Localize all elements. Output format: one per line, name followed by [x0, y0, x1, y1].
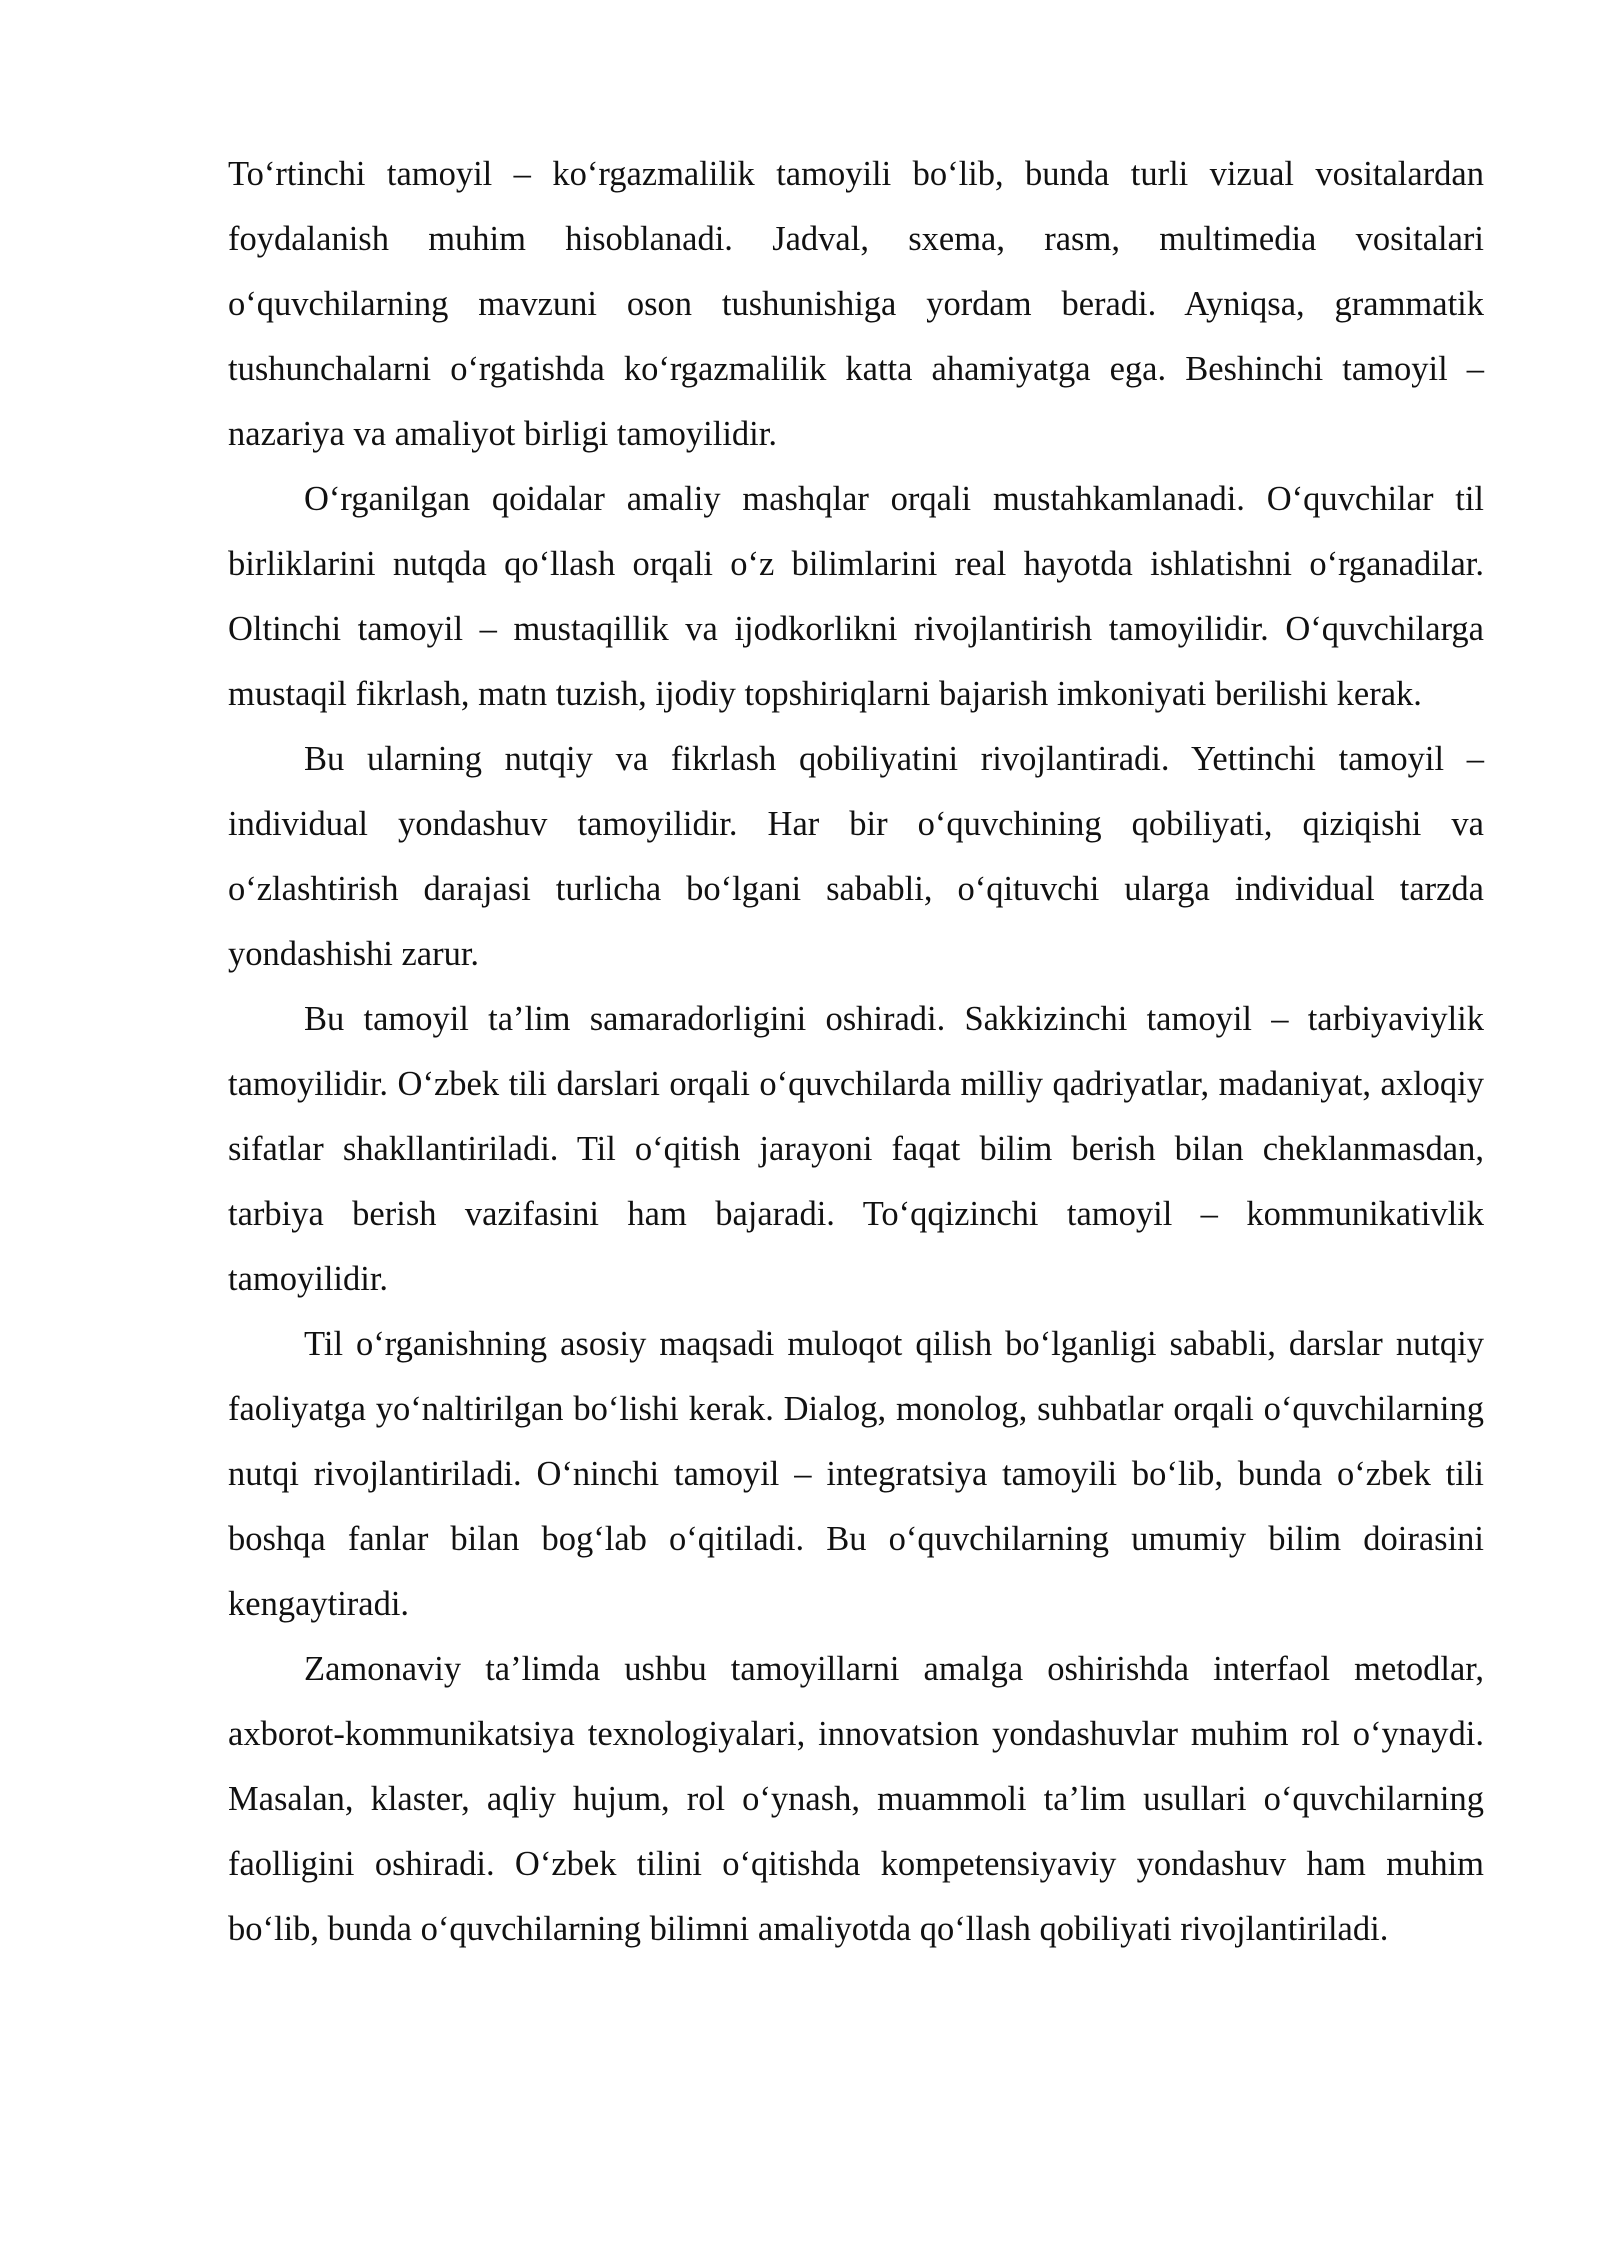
paragraph-5: Til o‘rganishning asosiy maqsadi muloqot qilish bo‘lganligi sababli, darslar nutqiy faoliyatga yo‘naltirilgan bo‘lishi kerak. Dialog, monolog, suhbatlar orqali o‘quvchilarning nutqi rivojlantiriladi. O‘ninchi tamoyil – integratsiya tamoyili bo‘lib, bunda o‘zbek tili boshqa fanlar bilan bog‘lab o‘qitiladi. Bu o‘quvchilarning umumiy bilim doirasini kengaytiradi. [228, 1325, 1484, 1623]
paragraph-6: Zamonaviy ta’limda ushbu tamoyillarni amalga oshirishda interfaol metodlar, axborot-kommunikatsiya texnologiyalari, innovatsion yondashuvlar muhim rol o‘ynaydi. Masalan, klaster, aqliy hujum, rol o‘ynash, muammoli ta’lim usullari o‘quvchilarning faolligini oshiradi. O‘zbek tilini o‘qitishda kompetensiyaviy yondashuv ham muhim bo‘lib, bunda o‘quvchilarning bilimni amaliyotda qo‘llash qobiliyati rivojlantiriladi. [228, 1650, 1484, 1948]
paragraph-2: O‘rganilgan qoidalar amaliy mashqlar orqali mustahkamlanadi. O‘quvchilar til birliklarini nutqda qo‘llash orqali o‘z bilimlarini real hayotda ishlatishni o‘rganadilar. Oltinchi tamoyil – mustaqillik va ijodkorlikni rivojlantirish tamoyilidir. O‘quvchilarga mustaqil fikrlash, matn tuzish, ijodiy topshiriqlarni bajarish imkoniyati berilishi kerak. [228, 480, 1484, 713]
paragraph-1: To‘rtinchi tamoyil – ko‘rgazmalilik tamoyili bo‘lib, bunda turli vizual vositalardan foydalanish muhim hisoblanadi. Jadval, sxema, rasm, multimedia vositalari o‘quvchilarning mavzuni oson tushunishiga yordam beradi. Ayniqsa, grammatik tushunchalarni o‘rgatishda ko‘rgazmalilik katta ahamiyatga ega. Beshinchi tamoyil – nazariya va amaliyot birligi tamoyilidir. [228, 155, 1484, 453]
body-text [228, 142, 1484, 1962]
paragraph-4: Bu tamoyil ta’lim samaradorligini oshiradi. Sakkizinchi tamoyil – tarbiyaviylik tamoyilidir. O‘zbek tili darslari orqali o‘quvchilarda milliy qadriyatlar, madaniyat, axloqiy sifatlar shakllantiriladi. Til o‘qitish jarayoni faqat bilim berish bilan cheklanmasdan, tarbiya berish vazifasini ham bajaradi. To‘qqizinchi tamoyil – kommunikativlik tamoyilidir. [228, 1000, 1484, 1298]
paragraph-3: Bu ularning nutqiy va fikrlash qobiliyatini rivojlantiradi. Yettinchi tamoyil – individual yondashuv tamoyilidir. Har bir o‘quvchining qobiliyati, qiziqishi va o‘zlashtirish darajasi turlicha bo‘lgani sababli, o‘qituvchi ularga individual tarzda yondashishi zarur. [228, 740, 1484, 973]
